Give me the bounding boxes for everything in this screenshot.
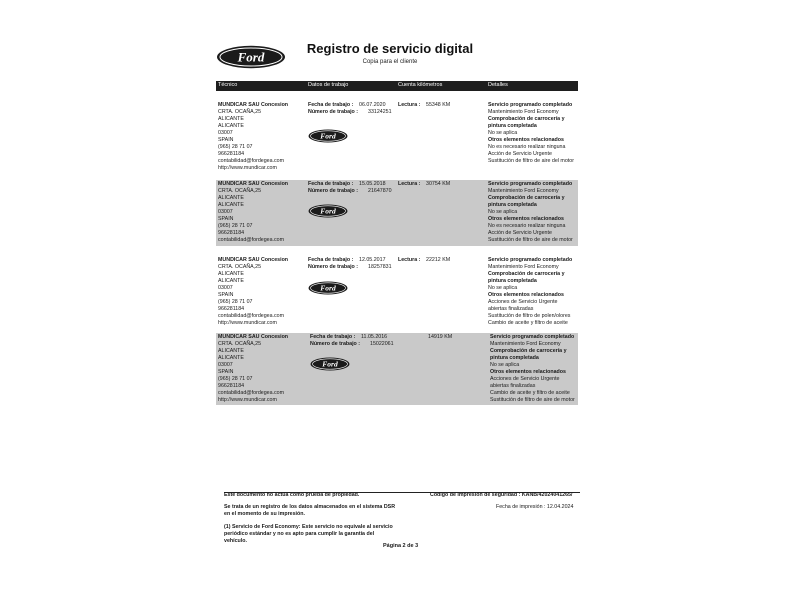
dealer-street: CRTA. OCAÑA,25: [218, 109, 262, 115]
dealer-phone: (965) 28 71 07: [218, 223, 253, 229]
detail-line: Servicio programado completado: [490, 334, 575, 340]
job-number: 15022061: [370, 341, 394, 347]
dealer-city: ALICANTE: [218, 195, 244, 201]
dealer-fax: 966281184: [218, 230, 245, 236]
col-detalles: Detalles: [488, 82, 508, 88]
dealer-city: ALICANTE: [218, 116, 244, 122]
col-tecnico: Técnico: [218, 82, 238, 88]
dealer-postcode: 03007: [218, 285, 233, 291]
dealer-phone: (965) 28 71 07: [218, 299, 253, 305]
dealer-province: ALICANTE: [218, 202, 244, 208]
job-number: 18257831: [368, 264, 392, 270]
footnote: vehículo.: [224, 538, 247, 544]
detail-line: Comprobación de carrocería y: [490, 348, 567, 354]
dealer-name: MUNDICAR SAU Concesion: [218, 181, 289, 187]
table-header: [216, 81, 578, 91]
col-km: Cuenta kilómetros: [398, 82, 443, 88]
dealer-phone: (965) 28 71 07: [218, 144, 253, 150]
security-code: Código de impresión de seguridad : KANB/42024041265/: [430, 492, 573, 498]
ford-logo: [216, 45, 286, 69]
page-number: Página 2 de 3: [383, 543, 419, 549]
detail-line: Sustitución de filtro de aire del motor: [488, 158, 574, 164]
dealer-web: http://www.mundicar.com: [218, 397, 277, 403]
dealer-email: contabilidad@fordegea.com: [218, 237, 285, 243]
detail-line: Sustitución de filtro de polen/olores: [488, 313, 571, 319]
dealer-email: contabilidad@fordegea.com: [218, 313, 285, 319]
date-label: Fecha de trabajo :: [308, 257, 354, 263]
dealer-city: ALICANTE: [218, 348, 244, 354]
dealer-country: SPAIN: [218, 292, 234, 298]
dealer-fax: 966281184: [218, 151, 245, 157]
dealer-province: ALICANTE: [218, 123, 244, 129]
detail-line: Comprobación de carrocería y: [488, 271, 565, 277]
detail-line: No es necesario realizar ninguna: [488, 144, 566, 150]
reading-label: Lectura :: [398, 181, 421, 187]
detail-line: Mantenimiento Ford Economy: [490, 341, 561, 347]
dealer-phone: (965) 28 71 07: [218, 376, 253, 382]
detail-line: abiertas finalizadas: [488, 306, 534, 312]
detail-line: Acciones de Servicio Urgente: [490, 376, 560, 382]
document-title: Registro de servicio digital: [306, 41, 474, 56]
dealer-street: CRTA. OCAÑA,25: [218, 188, 262, 194]
detail-line: Servicio programado completado: [488, 102, 573, 108]
detail-line: Servicio programado completado: [488, 181, 573, 187]
odometer-reading: 55348 KM: [426, 102, 451, 108]
work-date: 12.05.2017: [359, 257, 386, 263]
detail-line: pintura completada: [488, 123, 537, 129]
record-details: [488, 181, 573, 244]
job-number: 21647870: [368, 188, 392, 194]
date-label: Fecha de trabajo :: [308, 102, 354, 108]
record-details: [488, 257, 572, 327]
dealer-email: contabilidad@fordegea.com: [218, 158, 285, 164]
detail-line: No es necesario realizar ninguna: [488, 223, 566, 229]
dealer-postcode: 03007: [218, 209, 233, 215]
detail-line: No se aplica: [488, 285, 518, 291]
detail-line: Mantenimiento Ford Economy: [488, 188, 559, 194]
work-date: 11.05.2016: [361, 334, 388, 340]
ford-stamp: [308, 281, 348, 295]
svg-text:Ford: Ford: [320, 131, 336, 141]
ford-logo-text: Ford: [237, 49, 265, 65]
dealer-info: [218, 334, 288, 404]
dealer-web: http://www.mundicar.com: [218, 165, 277, 171]
dealer-country: SPAIN: [218, 137, 234, 143]
detail-line: Acciones de Servicio Urgente: [488, 299, 558, 305]
dealer-province: ALICANTE: [218, 355, 244, 361]
dealer-info: [218, 181, 288, 244]
dealer-name: MUNDICAR SAU Concesion: [218, 334, 289, 340]
dealer-province: ALICANTE: [218, 278, 244, 284]
detail-line: Acción de Servicio Urgente: [488, 151, 552, 157]
detail-line: No se aplica: [488, 209, 518, 215]
print-date: Fecha de impresión : 12.04.2024: [496, 504, 574, 510]
detail-line: Cambio de aceite y filtro de aceite: [490, 390, 570, 396]
job-label: Número de trabajo :: [308, 109, 359, 115]
dealer-info: [218, 257, 288, 327]
service-record-1: [216, 102, 578, 176]
dealer-info: [218, 102, 288, 172]
detail-line: Sustitución de filtro de aire de motor: [490, 397, 575, 403]
detail-line: abiertas finalizadas: [490, 383, 536, 389]
detail-line: Cambio de aceite y filtro de aceite: [488, 320, 568, 326]
detail-line: Mantenimiento Ford Economy: [488, 264, 559, 270]
dealer-fax: 966281184: [218, 383, 245, 389]
footnote: periódico estándar y no es apto para cumplir la garantía del: [224, 531, 375, 537]
col-datos: Datos de trabajo: [308, 82, 349, 88]
detail-line: Comprobación de carrocería y: [488, 195, 565, 201]
dealer-name: MUNDICAR SAU Concesion: [218, 102, 289, 108]
detail-line: pintura completada: [488, 278, 537, 284]
ford-stamp: [308, 204, 348, 218]
detail-line: Acción de Servicio Urgente: [488, 230, 552, 236]
svg-text:Ford: Ford: [320, 206, 336, 216]
detail-line: pintura completada: [488, 202, 537, 208]
dealer-postcode: 03007: [218, 130, 233, 136]
dealer-web: http://www.mundicar.com: [218, 320, 277, 326]
detail-line: Otros elementos relacionados: [488, 216, 564, 222]
dealer-street: CRTA. OCAÑA,25: [218, 264, 262, 270]
detail-line: Mantenimiento Ford Economy: [488, 109, 559, 115]
svg-text:Ford: Ford: [320, 283, 336, 293]
ford-stamp: [308, 129, 348, 143]
extract-note: Se trata de un registro de los datos almacenados en el sistema DSR: [224, 504, 396, 510]
dealer-fax: 966281184: [218, 306, 245, 312]
detail-line: Sustitución de filtro de aire de motor: [488, 237, 573, 243]
reading-label: Lectura :: [398, 102, 421, 108]
dealer-email: contabilidad@fordegea.com: [218, 390, 285, 396]
ownership-notice: Este documento no actúa como prueba de propiedad.: [224, 492, 360, 498]
job-number: 33124251: [368, 109, 392, 115]
odometer-reading: 14919 KM: [428, 334, 453, 340]
detail-line: Comprobación de carrocería y: [488, 116, 565, 122]
dealer-city: ALICANTE: [218, 271, 244, 277]
detail-line: pintura completada: [490, 355, 539, 361]
record-details: [488, 102, 574, 165]
svg-text:Ford: Ford: [322, 359, 338, 369]
service-record-4: [216, 333, 578, 405]
date-label: Fecha de trabajo :: [308, 181, 354, 187]
extract-note: en el momento de su impresión.: [224, 511, 305, 517]
dealer-postcode: 03007: [218, 362, 233, 368]
footnote: (1) Servicio de Ford Economy: Este servicio no equivale al servicio: [224, 524, 393, 530]
record-details: [490, 334, 575, 404]
service-record-3: [216, 257, 578, 329]
document-subtitle: Copia para el cliente: [362, 59, 418, 65]
detail-line: Otros elementos relacionados: [488, 137, 564, 143]
detail-line: Servicio programado completado: [488, 257, 573, 263]
dealer-street: CRTA. OCAÑA,25: [218, 341, 262, 347]
job-label: Número de trabajo :: [308, 188, 359, 194]
job-label: Número de trabajo :: [310, 341, 361, 347]
detail-line: No se aplica: [488, 130, 518, 136]
date-label: Fecha de trabajo :: [310, 334, 356, 340]
detail-line: Otros elementos relacionados: [490, 369, 566, 375]
dealer-name: MUNDICAR SAU Concesion: [218, 257, 289, 263]
odometer-reading: 22212 KM: [426, 257, 451, 263]
dealer-country: SPAIN: [218, 216, 234, 222]
detail-line: No se aplica: [490, 362, 520, 368]
job-label: Número de trabajo :: [308, 264, 359, 270]
reading-label: Lectura :: [398, 257, 421, 263]
odometer-reading: 30754 KM: [426, 181, 451, 187]
work-date: 15.05.2018: [359, 181, 386, 187]
service-record-2: [216, 180, 578, 246]
dealer-country: SPAIN: [218, 369, 234, 375]
ford-stamp: [310, 357, 350, 371]
detail-line: Otros elementos relacionados: [488, 292, 564, 298]
work-date: 06.07.2020: [359, 102, 386, 108]
